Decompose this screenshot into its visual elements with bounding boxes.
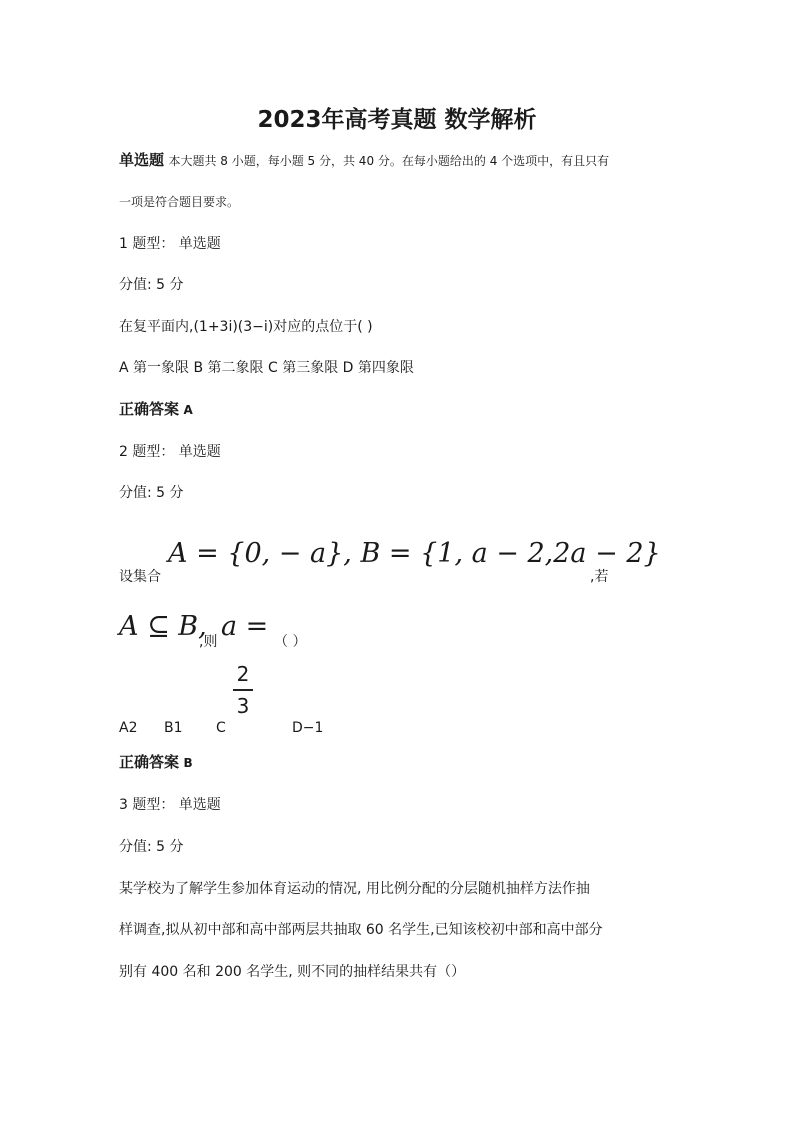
q2-score: 分值: 5 分 (119, 485, 184, 501)
q3-stem-line2: 样调查,拟从初中部和高中部两层共抽取 60 名学生,已知该校初中部和高中部分 (119, 922, 603, 938)
fraction-numerator: 2 (236, 662, 250, 686)
q3-stem-line3: 别有 400 名和 200 名学生, 则不同的抽样结果共有（） (119, 964, 466, 980)
q2-option-c-fraction (233, 662, 253, 718)
page-title: 2023年高考真题 数学解析 (257, 107, 537, 133)
q1-stem: 在复平面内,(1+3i)(3−i)对应的点位于( ) (119, 319, 373, 335)
q2-stem-prefix: 设集合 (119, 569, 161, 585)
answer-value: B (183, 756, 193, 770)
q3-type: 3 题型： 单选题 (119, 797, 221, 813)
q2-stem-suffix: ,若 (590, 569, 609, 585)
q2-option-a: A2 (119, 720, 138, 736)
fraction-bar (233, 689, 253, 691)
fraction-denominator: 3 (236, 694, 250, 718)
q3-score: 分值: 5 分 (119, 839, 184, 855)
answer-label: 正确答案 (119, 753, 180, 771)
q1-answer (119, 400, 193, 419)
answer-value: A (183, 403, 193, 417)
q2-math-subset: A ⊆ B, (119, 611, 207, 642)
q2-stem-mid: ,则 (199, 634, 218, 650)
answer-label: 正确答案 (119, 400, 180, 418)
q2-answer (119, 753, 193, 772)
q2-option-c: C (216, 720, 226, 736)
q2-type: 2 题型： 单选题 (119, 444, 221, 460)
q2-option-b: B1 (164, 720, 183, 736)
section-label: 单选题 (119, 151, 165, 169)
q1-score: 分值: 5 分 (119, 277, 184, 293)
q2-math-sets: A = {0, − a}, B = {1, a − 2,2a − 2} (168, 538, 661, 569)
intro-text-line2: 一项是符合题目要求。 (119, 195, 240, 209)
intro-text-line1: 本大题共 8 小题，每小题 5 分，共 40 分。在每小题给出的 4 个选项中，有且只有 (168, 154, 610, 168)
section-intro (119, 151, 609, 170)
q2-stem-paren: （ ） (274, 634, 307, 650)
q2-option-d: D−1 (292, 720, 324, 736)
q2-math-a: a = (221, 611, 269, 642)
q1-type: 1 题型： 单选题 (119, 236, 221, 252)
q3-stem-line1: 某学校为了解学生参加体育运动的情况, 用比例分配的分层随机抽样方法作抽 (119, 881, 590, 897)
q1-options: A 第一象限 B 第二象限 C 第三象限 D 第四象限 (119, 360, 414, 376)
